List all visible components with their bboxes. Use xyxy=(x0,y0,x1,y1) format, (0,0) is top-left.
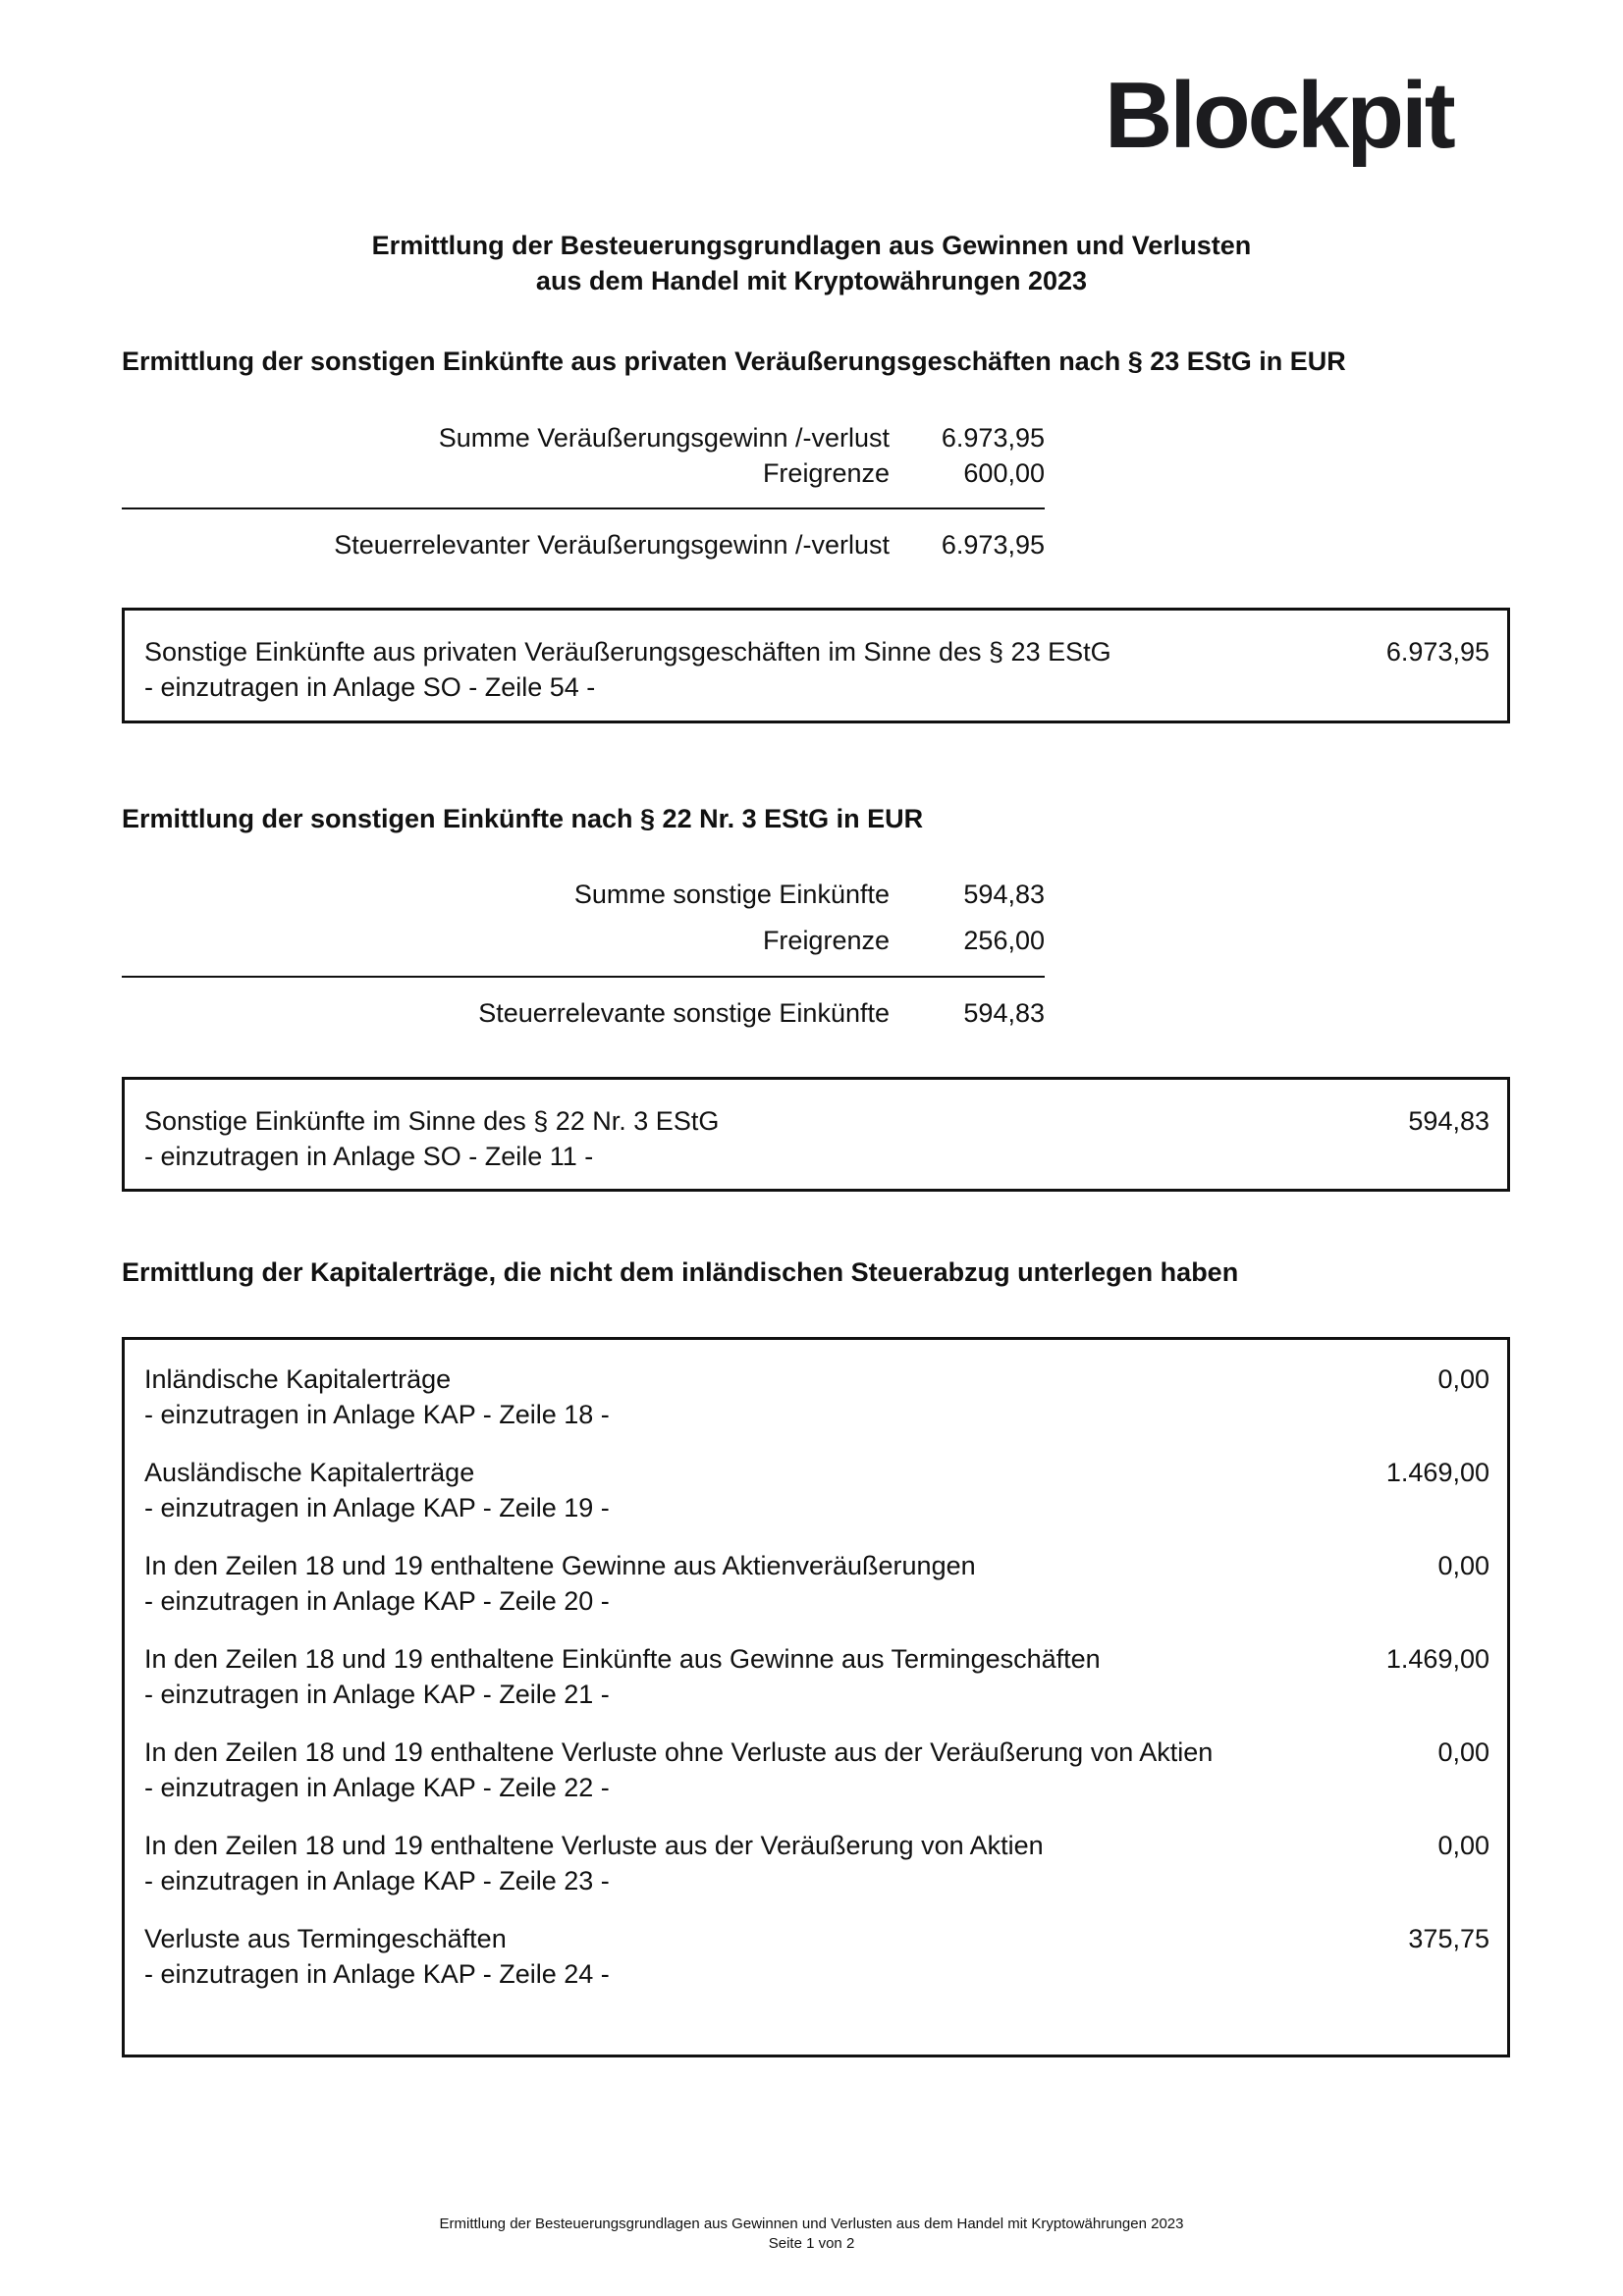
kap-heading: Ermittlung der Kapitalerträge, die nicht dem inländischen Steuerabzug unterlegen haben xyxy=(122,1257,1239,1287)
section-23-sum-row xyxy=(122,420,1045,455)
blockpit-logo xyxy=(1105,61,1517,188)
kap-entry xyxy=(125,1828,1507,1898)
section-23-taxable-label: Steuerrelevanter Veräußerungsgewinn /-verlust xyxy=(334,530,890,560)
page-footer xyxy=(0,2215,1623,2254)
section-22-freigrenze-value: 256,00 xyxy=(963,926,1045,955)
kap-entry xyxy=(125,1455,1507,1525)
section-23-taxable-value: 6.973,95 xyxy=(941,530,1045,560)
section-22-heading: Ermittlung der sonstigen Einkünfte nach § 22 Nr. 3 EStG in EUR xyxy=(122,804,924,833)
section-23-divider xyxy=(122,507,1045,509)
section-23-result-label: Sonstige Einkünfte aus privaten Veräußerungsgeschäften im Sinne des § 23 EStG xyxy=(144,637,1111,667)
kap-entry-value: 0,00 xyxy=(1437,1831,1489,1860)
kap-entry-value: 1.469,00 xyxy=(1385,1458,1489,1487)
section-22-result-value: 594,83 xyxy=(1408,1106,1489,1136)
section-22-result-sub: - einzutragen in Anlage SO - Zeile 11 - xyxy=(144,1142,594,1171)
kap-entry xyxy=(125,1548,1507,1619)
kap-entry-label: Verluste aus Termingeschäften xyxy=(144,1924,507,1953)
section-22-sum-value: 594,83 xyxy=(963,880,1045,909)
section-23-result-box xyxy=(122,608,1510,723)
kap-entry-value: 375,75 xyxy=(1408,1924,1489,1953)
document-title-line-1: Ermittlung der Besteuerungsgrundlagen aus Gewinnen und Verlusten xyxy=(371,231,1252,260)
section-22-taxable-row xyxy=(122,995,1045,1031)
kap-entry-sub: - einzutragen in Anlage KAP - Zeile 20 - xyxy=(144,1586,610,1616)
kap-entry-label: In den Zeilen 18 und 19 enthaltene Einkünfte aus Gewinne aus Termingeschäften xyxy=(144,1644,1101,1674)
section-22-taxable-label: Steuerrelevante sonstige Einkünfte xyxy=(478,998,890,1028)
document-title-line-2: aus dem Handel mit Kryptowährungen 2023 xyxy=(535,266,1088,295)
footer-title: Ermittlung der Besteuerungsgrundlagen aus Gewinnen und Verlusten aus dem Handel mit Kryptowährungen 2023 xyxy=(439,2216,1184,2232)
document-title xyxy=(0,228,1623,298)
logo-text: Blockpit xyxy=(1105,63,1453,168)
kap-entry-sub: - einzutragen in Anlage KAP - Zeile 22 - xyxy=(144,1773,610,1802)
kap-entry-value: 0,00 xyxy=(1437,1364,1489,1394)
section-23-heading: Ermittlung der sonstigen Einkünfte aus privaten Veräußerungsgeschäften nach § 23 EStG in EUR xyxy=(122,347,1346,376)
kap-result-box xyxy=(122,1337,1510,2057)
kap-entry-label: In den Zeilen 18 und 19 enthaltene Gewinne aus Aktienveräußerungen xyxy=(144,1551,976,1580)
kap-entry-sub: - einzutragen in Anlage KAP - Zeile 21 - xyxy=(144,1680,610,1709)
section-22-taxable-value: 594,83 xyxy=(963,998,1045,1028)
section-22-result-entry xyxy=(125,1103,1507,1174)
kap-entry-sub: - einzutragen in Anlage KAP - Zeile 24 - xyxy=(144,1959,610,1989)
section-23-result-entry xyxy=(125,634,1507,705)
kap-entry-value: 0,00 xyxy=(1437,1551,1489,1580)
kap-entry-value: 1.469,00 xyxy=(1385,1644,1489,1674)
kap-entry-sub: - einzutragen in Anlage KAP - Zeile 23 - xyxy=(144,1866,610,1896)
section-22-result-label: Sonstige Einkünfte im Sinne des § 22 Nr. 3 EStG xyxy=(144,1106,720,1136)
section-22-sum-label: Summe sonstige Einkünfte xyxy=(573,880,890,909)
section-23-result-sub: - einzutragen in Anlage SO - Zeile 54 - xyxy=(144,672,596,702)
kap-entry xyxy=(125,1641,1507,1712)
section-22-divider xyxy=(122,976,1045,978)
kap-entry xyxy=(125,1735,1507,1805)
section-22-result-box xyxy=(122,1077,1510,1192)
kap-entry xyxy=(125,1362,1507,1432)
kap-entry-value: 0,00 xyxy=(1437,1737,1489,1767)
section-23-freigrenze-value: 600,00 xyxy=(963,458,1045,488)
kap-entry-label: Inländische Kapitalerträge xyxy=(144,1364,452,1394)
kap-entry-sub: - einzutragen in Anlage KAP - Zeile 18 - xyxy=(144,1400,610,1429)
section-23-sum-label: Summe Veräußerungsgewinn /-verlust xyxy=(438,423,890,453)
kap-entry xyxy=(125,1921,1507,1992)
section-23-freigrenze-label: Freigrenze xyxy=(762,458,890,488)
section-22-sum-row xyxy=(122,877,1045,912)
section-23-result-value: 6.973,95 xyxy=(1385,637,1489,667)
kap-entry-label: In den Zeilen 18 und 19 enthaltene Verluste ohne Verluste aus der Veräußerung von Aktien xyxy=(144,1737,1214,1767)
kap-entry-label: Ausländische Kapitalerträge xyxy=(144,1458,475,1487)
kap-entry-sub: - einzutragen in Anlage KAP - Zeile 19 - xyxy=(144,1493,610,1522)
section-22-freigrenze-label: Freigrenze xyxy=(762,926,890,955)
section-23-freigrenze-row xyxy=(122,455,1045,491)
section-22-freigrenze-row xyxy=(122,923,1045,958)
section-23-taxable-row xyxy=(122,527,1045,562)
page-number: Seite 1 von 2 xyxy=(768,2235,855,2252)
kap-entry-label: In den Zeilen 18 und 19 enthaltene Verluste aus der Veräußerung von Aktien xyxy=(144,1831,1044,1860)
section-23-sum-value: 6.973,95 xyxy=(941,423,1045,453)
